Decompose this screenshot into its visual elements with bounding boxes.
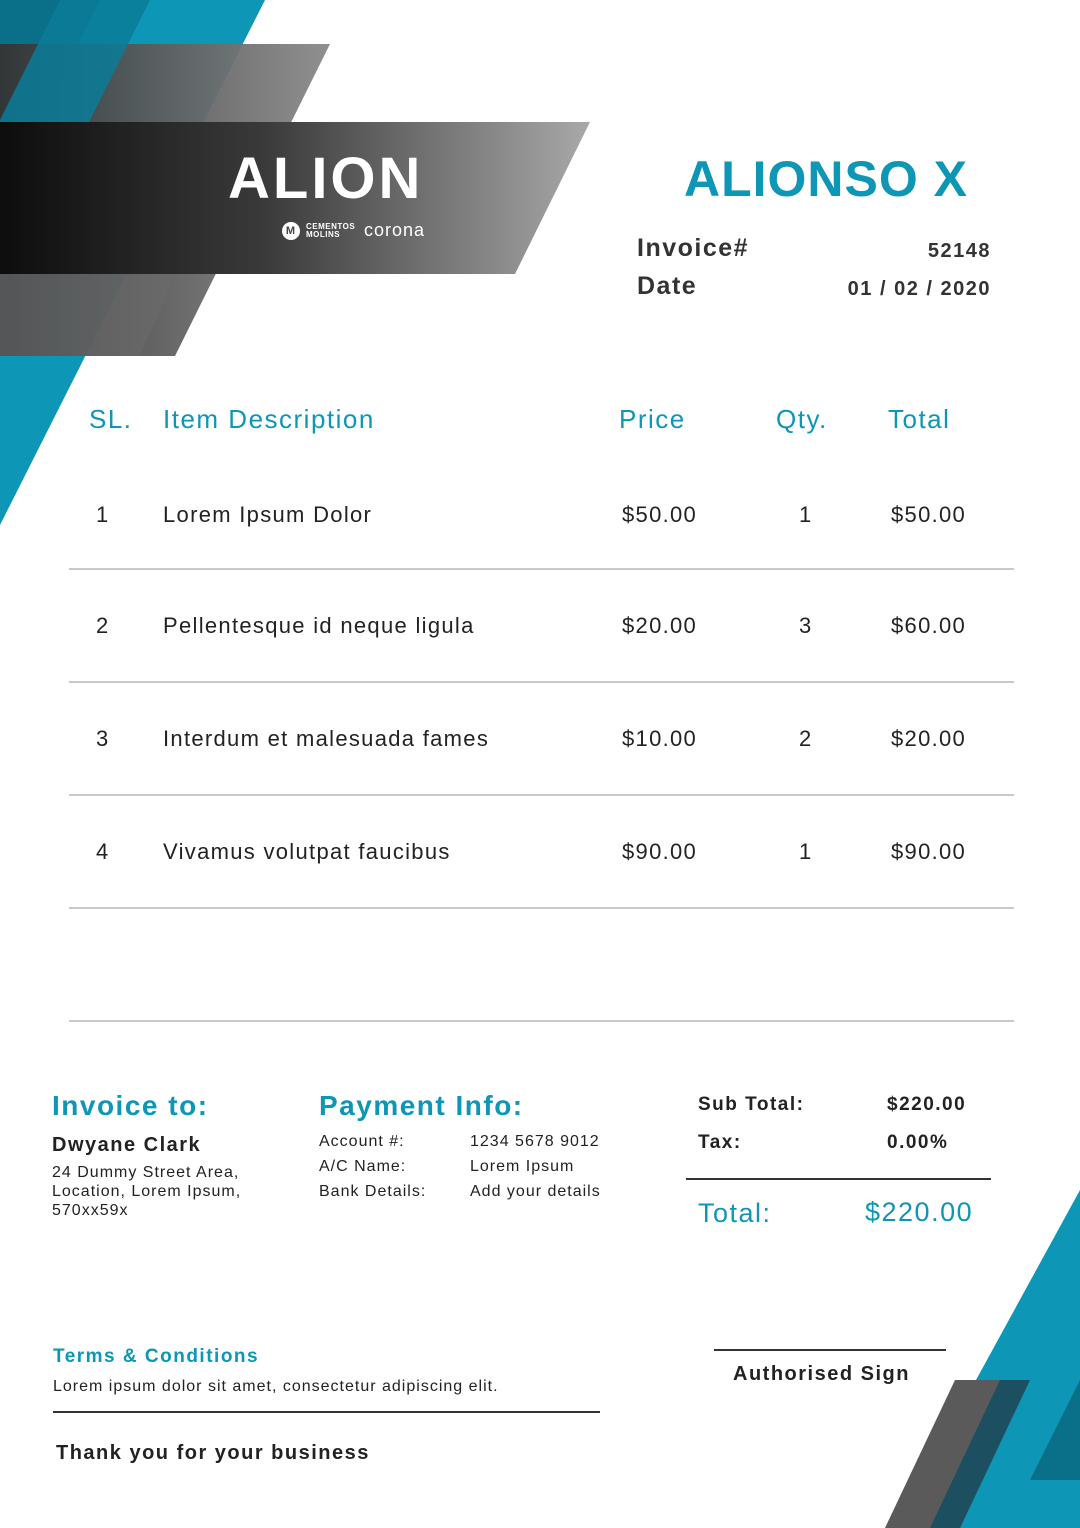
client-name: Dwyane Clark bbox=[52, 1134, 202, 1156]
col-header-total: Total bbox=[888, 404, 951, 434]
row-divider bbox=[69, 681, 1014, 683]
col-header-qty: Qty. bbox=[776, 404, 828, 434]
summary-divider bbox=[686, 1178, 991, 1180]
terms-divider bbox=[53, 1411, 600, 1413]
date-label: Date bbox=[637, 272, 698, 300]
tax-label: Tax: bbox=[698, 1132, 742, 1153]
col-header-description: Item Description bbox=[163, 404, 375, 434]
invoice-number-value: 52148 bbox=[927, 240, 991, 262]
payment-info-heading: Payment Info: bbox=[319, 1090, 524, 1121]
row-description: Vivamus volutpat faucibus bbox=[163, 839, 451, 864]
row-qty: 1 bbox=[799, 502, 813, 527]
row-price: $10.00 bbox=[622, 726, 698, 751]
bank-details-value: Add your details bbox=[470, 1183, 601, 1200]
row-price: $90.00 bbox=[622, 839, 698, 864]
client-address-line-2: Location, Lorem Ipsum, bbox=[52, 1183, 242, 1200]
row-sl: 2 bbox=[96, 613, 110, 638]
date-value: 01 / 02 / 2020 bbox=[847, 278, 991, 300]
brand-small-text: CEMENTOS MOLINS bbox=[306, 221, 356, 239]
col-header-price: Price bbox=[619, 404, 686, 434]
row-total: $50.00 bbox=[891, 502, 967, 527]
client-address-line-3: 570xx59x bbox=[52, 1202, 129, 1219]
row-sl: 4 bbox=[96, 839, 110, 864]
col-header-sl: SL. bbox=[89, 404, 133, 434]
row-total: $20.00 bbox=[891, 726, 967, 751]
account-name-label: A/C Name: bbox=[319, 1158, 407, 1175]
row-price: $20.00 bbox=[622, 613, 698, 638]
grand-total-label: Total: bbox=[698, 1198, 772, 1228]
signature-line bbox=[714, 1349, 946, 1351]
tax-value: 0.00% bbox=[887, 1132, 949, 1153]
brand-sub-text: corona bbox=[364, 220, 426, 240]
subtotal-label: Sub Total: bbox=[698, 1094, 805, 1115]
terms-heading: Terms & Conditions bbox=[53, 1346, 260, 1367]
row-divider bbox=[69, 568, 1014, 570]
brand-logo: ALION bbox=[228, 146, 424, 211]
row-divider bbox=[69, 794, 1014, 796]
account-number-value: 1234 5678 9012 bbox=[470, 1133, 600, 1150]
account-name-value: Lorem Ipsum bbox=[470, 1158, 575, 1175]
row-sl: 3 bbox=[96, 726, 110, 751]
row-description: Pellentesque id neque ligula bbox=[163, 613, 475, 638]
account-number-label: Account #: bbox=[319, 1133, 405, 1150]
invoice-number-label: Invoice# bbox=[637, 234, 750, 262]
table-bottom-rule bbox=[69, 1020, 1014, 1022]
row-total: $90.00 bbox=[891, 839, 967, 864]
bank-details-label: Bank Details: bbox=[319, 1183, 427, 1200]
thank-you-note: Thank you for your business bbox=[56, 1442, 370, 1464]
row-description: Interdum et malesuada fames bbox=[163, 726, 490, 751]
row-qty: 3 bbox=[799, 613, 813, 638]
client-address-line-1: 24 Dummy Street Area, bbox=[52, 1164, 240, 1181]
row-sl: 1 bbox=[96, 502, 110, 527]
row-qty: 1 bbox=[799, 839, 813, 864]
invoice-to-heading: Invoice to: bbox=[52, 1090, 209, 1121]
row-description: Lorem Ipsum Dolor bbox=[163, 502, 373, 527]
row-divider bbox=[69, 907, 1014, 909]
brand-sub-logo bbox=[282, 220, 425, 241]
brand-badge-icon: M bbox=[282, 222, 300, 240]
signature-label: Authorised Sign bbox=[733, 1363, 910, 1385]
terms-text: Lorem ipsum dolor sit amet, consectetur adipiscing elit. bbox=[53, 1378, 499, 1395]
row-price: $50.00 bbox=[622, 502, 698, 527]
company-name: ALIONSO X bbox=[684, 151, 969, 207]
subtotal-value: $220.00 bbox=[887, 1094, 967, 1115]
row-total: $60.00 bbox=[891, 613, 967, 638]
grand-total-value: $220.00 bbox=[865, 1197, 974, 1227]
row-qty: 2 bbox=[799, 726, 813, 751]
